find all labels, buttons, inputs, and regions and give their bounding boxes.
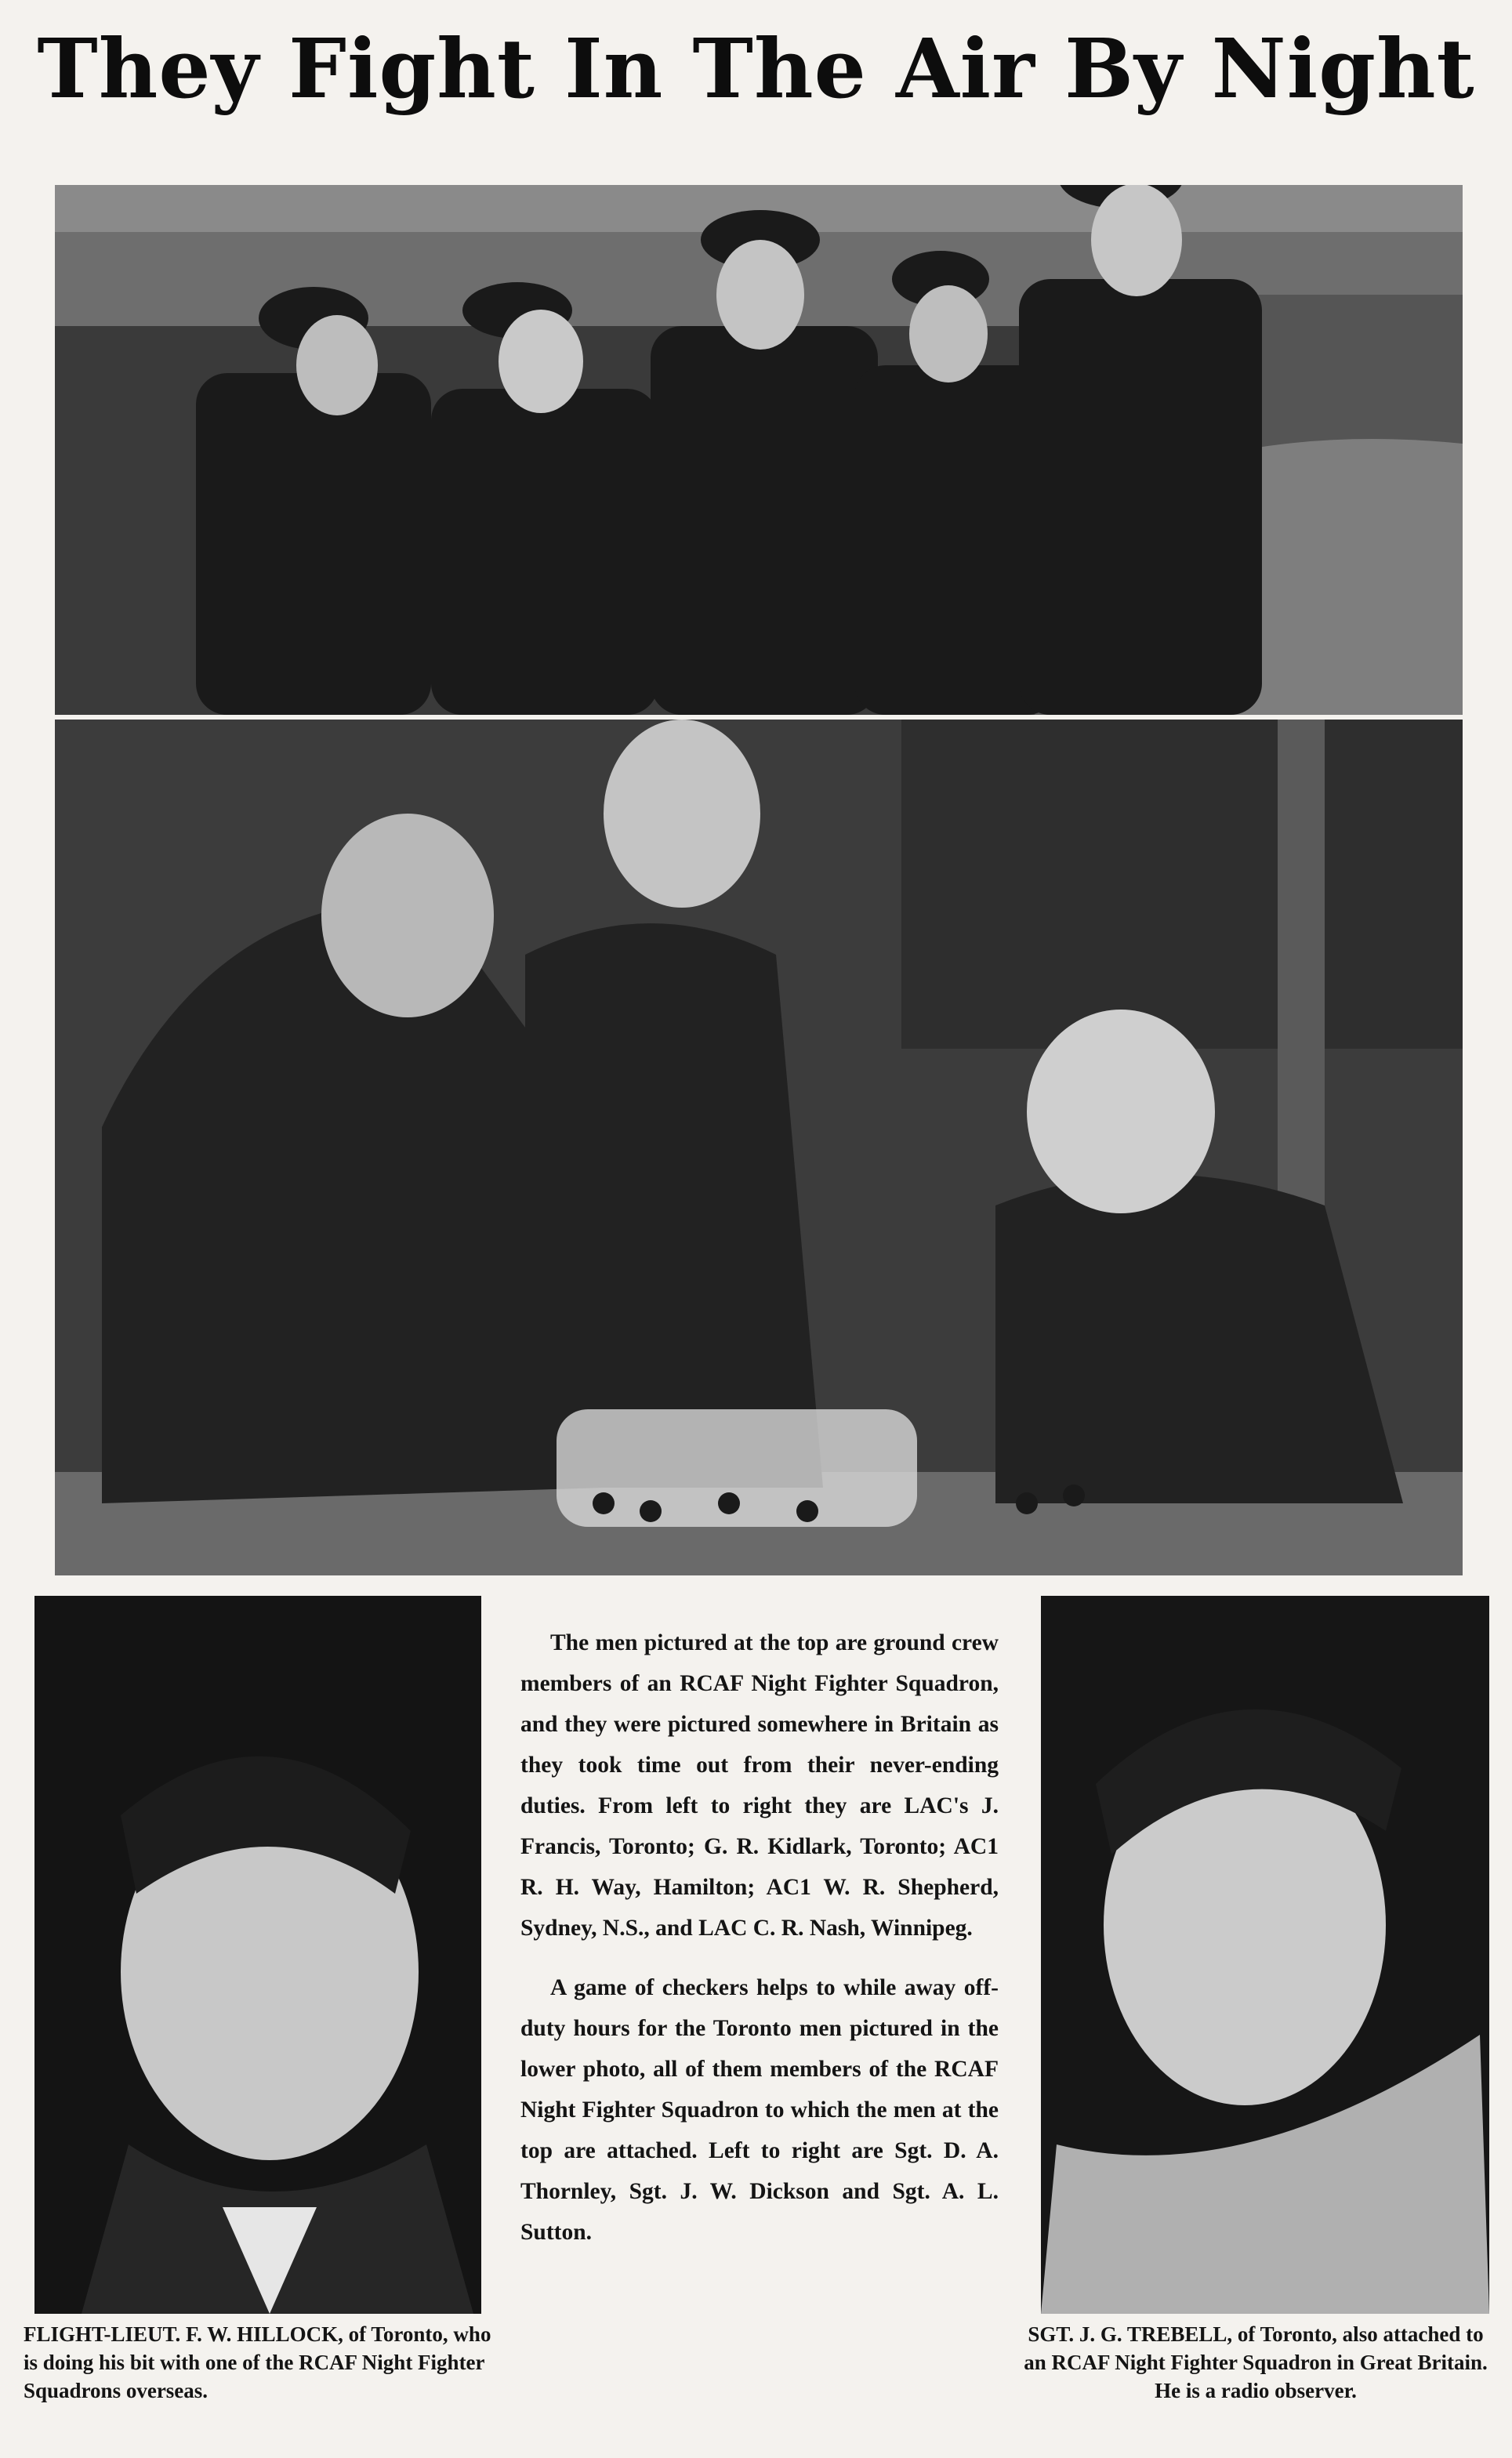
hillock-caption: FLIGHT-LIEUT. F. W. HILLOCK, of Toronto, who is doing his bit with one of the RCAF Night Fighter Squadrons overseas.: [24, 2322, 491, 2402]
checkers-photo: [55, 720, 1463, 1575]
article-paragraph-2: A game of checkers helps to while away off-duty hours for the Toronto men pictured in the lower photo, all of them members of the RCAF Night Fighter Squadron to which the men at the top are attached. Left to right are Sgt. D. A. Thornley, Sgt. J. W. Dickson and Sgt. A. L. Sutton.: [520, 1975, 999, 2245]
headline: They Fight In The Air By Night: [37, 20, 1475, 117]
ground-crew-photo: [55, 185, 1463, 718]
article-paragraph-1: The men pictured at the top are ground crew members of an RCAF Night Fighter Squadron, and they were pictured somewhere in Britain as they took time out from their never-ending duties. From left to right they are LAC's J. Francis, Toronto; G. R. Kidlark, Toronto; AC1 R. H. Way, Hamilton; AC1 W. R. Shepherd, Sydney, N.S., and LAC C. R. Nash, Winnipeg.: [520, 1630, 999, 1941]
trebell-portrait: [1041, 1596, 1489, 2314]
hillock-portrait: [34, 1596, 481, 2314]
trebell-caption: SGT. J. G. TREBELL, of Toronto, also attached to an RCAF Night Fighter Squadron in Great Britain. He is a radio observer.: [1024, 2322, 1488, 2402]
article-text: [520, 1622, 999, 2271]
